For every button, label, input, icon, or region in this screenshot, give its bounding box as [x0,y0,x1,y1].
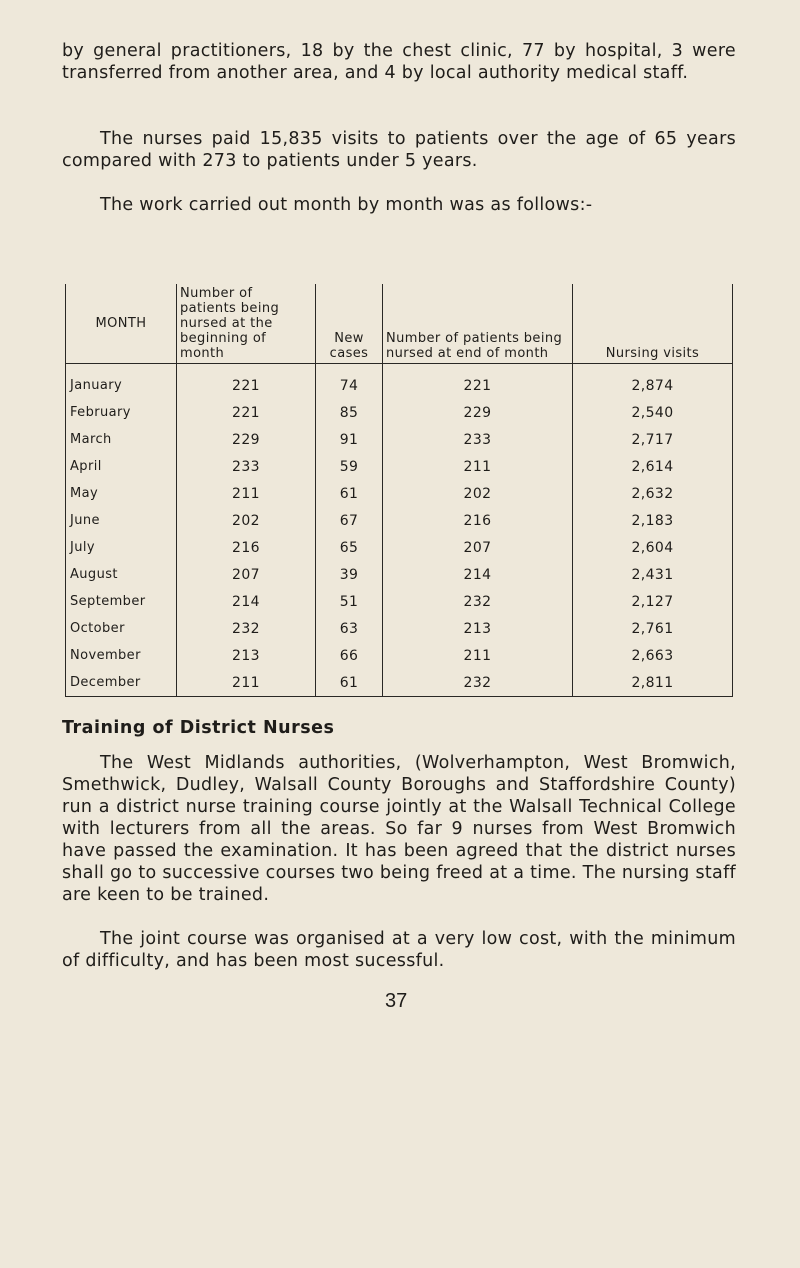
table-row [66,561,733,588]
table-cell: February [66,399,177,426]
table-cell: 232 [383,669,573,697]
table-cell: 74 [316,364,383,400]
table-cell: 2,614 [573,453,733,480]
table-cell: April [66,453,177,480]
table-cell: October [66,615,177,642]
table-cell: August [66,561,177,588]
table-cell: 2,811 [573,669,733,697]
table-cell: January [66,364,177,400]
table-cell: 214 [383,561,573,588]
table-cell: 2,604 [573,534,733,561]
table-cell: July [66,534,177,561]
course-text: The joint course was organised at a very low cost, with the minimum of difficulty, and has been most sucessful. [62,929,736,971]
table-cell: 2,874 [573,364,733,400]
table-cell: November [66,642,177,669]
table-cell: May [66,480,177,507]
table-header-row [66,284,733,364]
work-paragraph [62,194,736,216]
table-cell: 66 [316,642,383,669]
table-cell: 232 [177,615,316,642]
table-cell: 221 [177,364,316,400]
work-text: The work carried out month by month was as follows:- [100,195,593,215]
table-cell: 207 [383,534,573,561]
table-cell: 233 [383,426,573,453]
table-cell: 216 [383,507,573,534]
table-cell: 211 [383,642,573,669]
table-row [66,364,733,400]
table-cell: 216 [177,534,316,561]
table-cell: March [66,426,177,453]
table-cell: 211 [383,453,573,480]
table-cell: 229 [383,399,573,426]
table-cell: 59 [316,453,383,480]
visits-paragraph [62,128,736,172]
visits-text: The nurses paid 15,835 visits to patients over the age of 65 years compared with 273 to patients under 5 years. [62,129,736,171]
training-text: The West Midlands authorities, (Wolverhampton, West Bromwich, Smethwick, Dudley, Walsall County Boroughs and Staffordshire County) run a district nurse training course jointly at the Walsall Technical College with lecturers from all the areas. So far 9 nurses from West Bromwich have passed the examination. It has been agreed that the district nurses shall go to successive courses two being freed at a time. The nursing staff are keen to be trained. [62,753,736,905]
table-cell: June [66,507,177,534]
table-cell: 214 [177,588,316,615]
table-row [66,534,733,561]
table-row [66,480,733,507]
table-cell: 61 [316,669,383,697]
header-month: MONTH [66,284,177,364]
table-cell: 213 [177,642,316,669]
table-cell: 2,717 [573,426,733,453]
table-cell: 2,431 [573,561,733,588]
table-cell: 221 [177,399,316,426]
table-cell: 67 [316,507,383,534]
table-cell: 232 [383,588,573,615]
table-cell: 2,663 [573,642,733,669]
table-row [66,615,733,642]
header-nursing-visits: Nursing visits [573,284,733,364]
table-cell: 2,183 [573,507,733,534]
table-cell: 202 [383,480,573,507]
table-cell: 221 [383,364,573,400]
table-cell: 2,540 [573,399,733,426]
table-row [66,669,733,697]
table-cell: 39 [316,561,383,588]
table-row [66,426,733,453]
table-cell: 211 [177,669,316,697]
table-row [66,642,733,669]
course-paragraph [62,928,736,972]
table-cell: 85 [316,399,383,426]
table-cell: 65 [316,534,383,561]
header-new-cases: New cases [316,284,383,364]
table-row [66,507,733,534]
table-cell: 2,632 [573,480,733,507]
header-beginning: Number of patients being nursed at the beginning of month [177,284,316,364]
table-cell: 213 [383,615,573,642]
table-cell: 2,127 [573,588,733,615]
table-row [66,453,733,480]
table-cell: 63 [316,615,383,642]
table-cell: September [66,588,177,615]
header-end: Number of patients being nursed at end of month [383,284,573,364]
monthly-nursing-table [65,284,733,697]
table-cell: 202 [177,507,316,534]
page-number: 37 [385,990,408,1012]
table-cell: December [66,669,177,697]
table-cell: 229 [177,426,316,453]
table-cell: 207 [177,561,316,588]
section-heading: Training of District Nurses [62,718,335,738]
table-cell: 61 [316,480,383,507]
table-row [66,588,733,615]
table-cell: 91 [316,426,383,453]
table-cell: 211 [177,480,316,507]
table-cell: 2,761 [573,615,733,642]
training-paragraph [62,752,736,906]
table-cell: 233 [177,453,316,480]
table-row [66,399,733,426]
table-cell: 51 [316,588,383,615]
intro-paragraph: by general practitioners, 18 by the chest clinic, 77 by hospital, 3 were transferred from another area, and 4 by local authority medical staff. [62,41,736,83]
